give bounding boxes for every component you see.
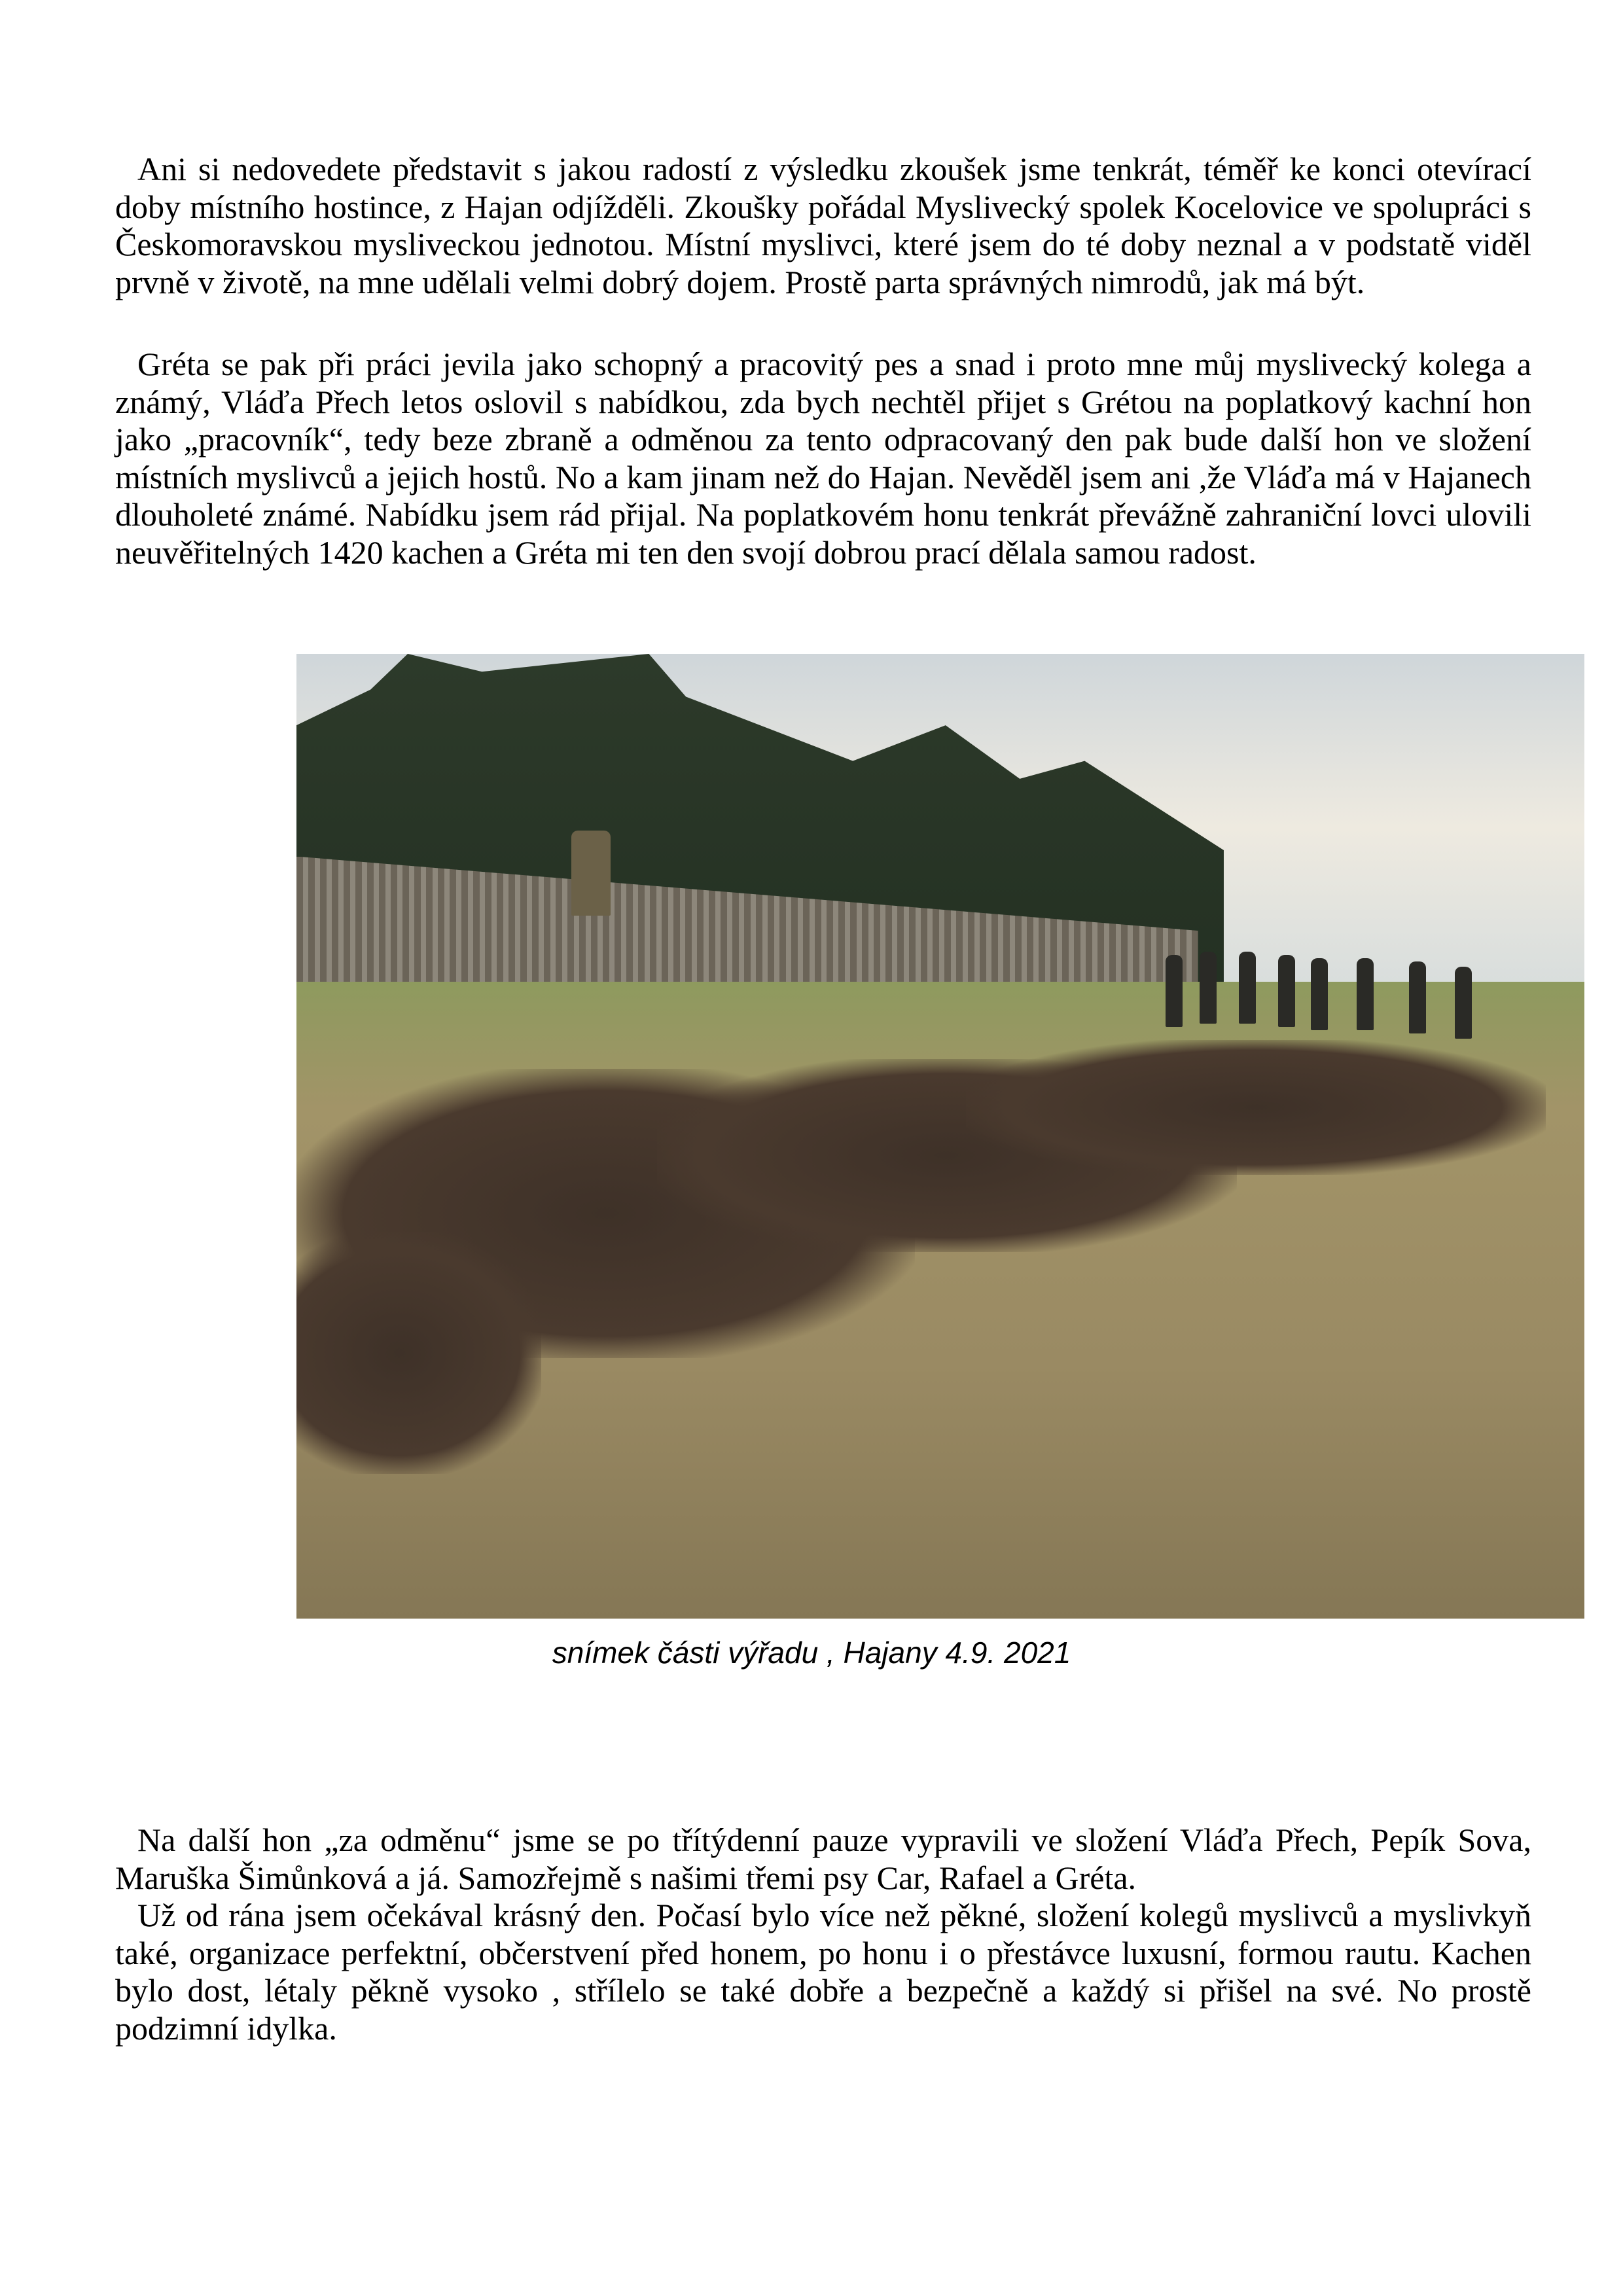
photo-person (1239, 952, 1256, 1024)
photo-person (1311, 958, 1328, 1030)
photo-duck-row (966, 1040, 1546, 1175)
photo-person (1455, 967, 1472, 1039)
photo-person (1357, 958, 1374, 1030)
photo-person (571, 831, 611, 916)
photo-person (1166, 955, 1183, 1027)
paragraph-greta-invitation: Gréta se pak při práci jevila jako schopný a pracovitý pes a snad i proto mne můj myslivecký kolega a známý, Vláďa Přech letos oslovil s nabídkou, zda bych nechtěl přijet s Grétou na poplatkový kachní hon jako „pracovník“, tedy beze zbraně a odměnou za tento odpracovaný den pak bude další hon ve složení místních myslivců a jejich hostů. No a kam jinam než do Hajan. Nevěděl jsem ani ,že Vláďa má v Hajanech dlouholeté známé. Nabídku jsem rád přijal. Na poplatkovém honu tenkrát převážně zahraniční lovci ulovili neuvěřitelných 1420 kachen a Gréta mi ten den svojí dobrou prací dělala samou radost. (115, 346, 1531, 571)
photo-caption: snímek části výřadu , Hajany 4.9. 2021 (552, 1636, 1071, 1670)
photo-person (1409, 961, 1426, 1033)
paragraph-hunt-day: Už od rána jsem očekával krásný den. Počasí bylo více než pěkné, složení kolegů myslivců a myslivkyň také, organizace perfektní, občerstvení před honem, po honu i o přestávce luxusní, formou rautu. Kachen bylo dost, létaly pěkně vysoko , střílelo se také dobře a bezpečně a každý si přišel na své. No prostě podzimní idylka. (115, 1897, 1531, 2047)
photo-person (1200, 952, 1217, 1024)
photo-duck-row (296, 1232, 541, 1474)
photo-duck-hunt-bag (296, 654, 1584, 1619)
photo-person (1278, 955, 1295, 1027)
paragraph-reward-hunt: Na další hon „za odměnu“ jsme se po třítýdenní pauze vypravili ve složení Vláďa Přech, Pepík Sova, Maruška Šimůnková a já. Samozřejmě s našimi třemi psy Car, Rafael a Gréta. (115, 1821, 1531, 1896)
paragraph-exam-memories: Ani si nedovedete představit s jakou radostí z výsledku zkoušek jsme tenkrát, téměř ke konci otevírací doby místního hostince, z Hajan odjížděli. Zkoušky pořádal Myslivecký spolek Kocelovice ve spolupráci s Českomoravskou mysliveckou jednotou. Místní myslivci, které jsem do té doby neznal a v podstatě viděl prvně v životě, na mne udělali velmi dobrý dojem. Prostě parta správných nimrodů, jak má být. (115, 151, 1531, 300)
